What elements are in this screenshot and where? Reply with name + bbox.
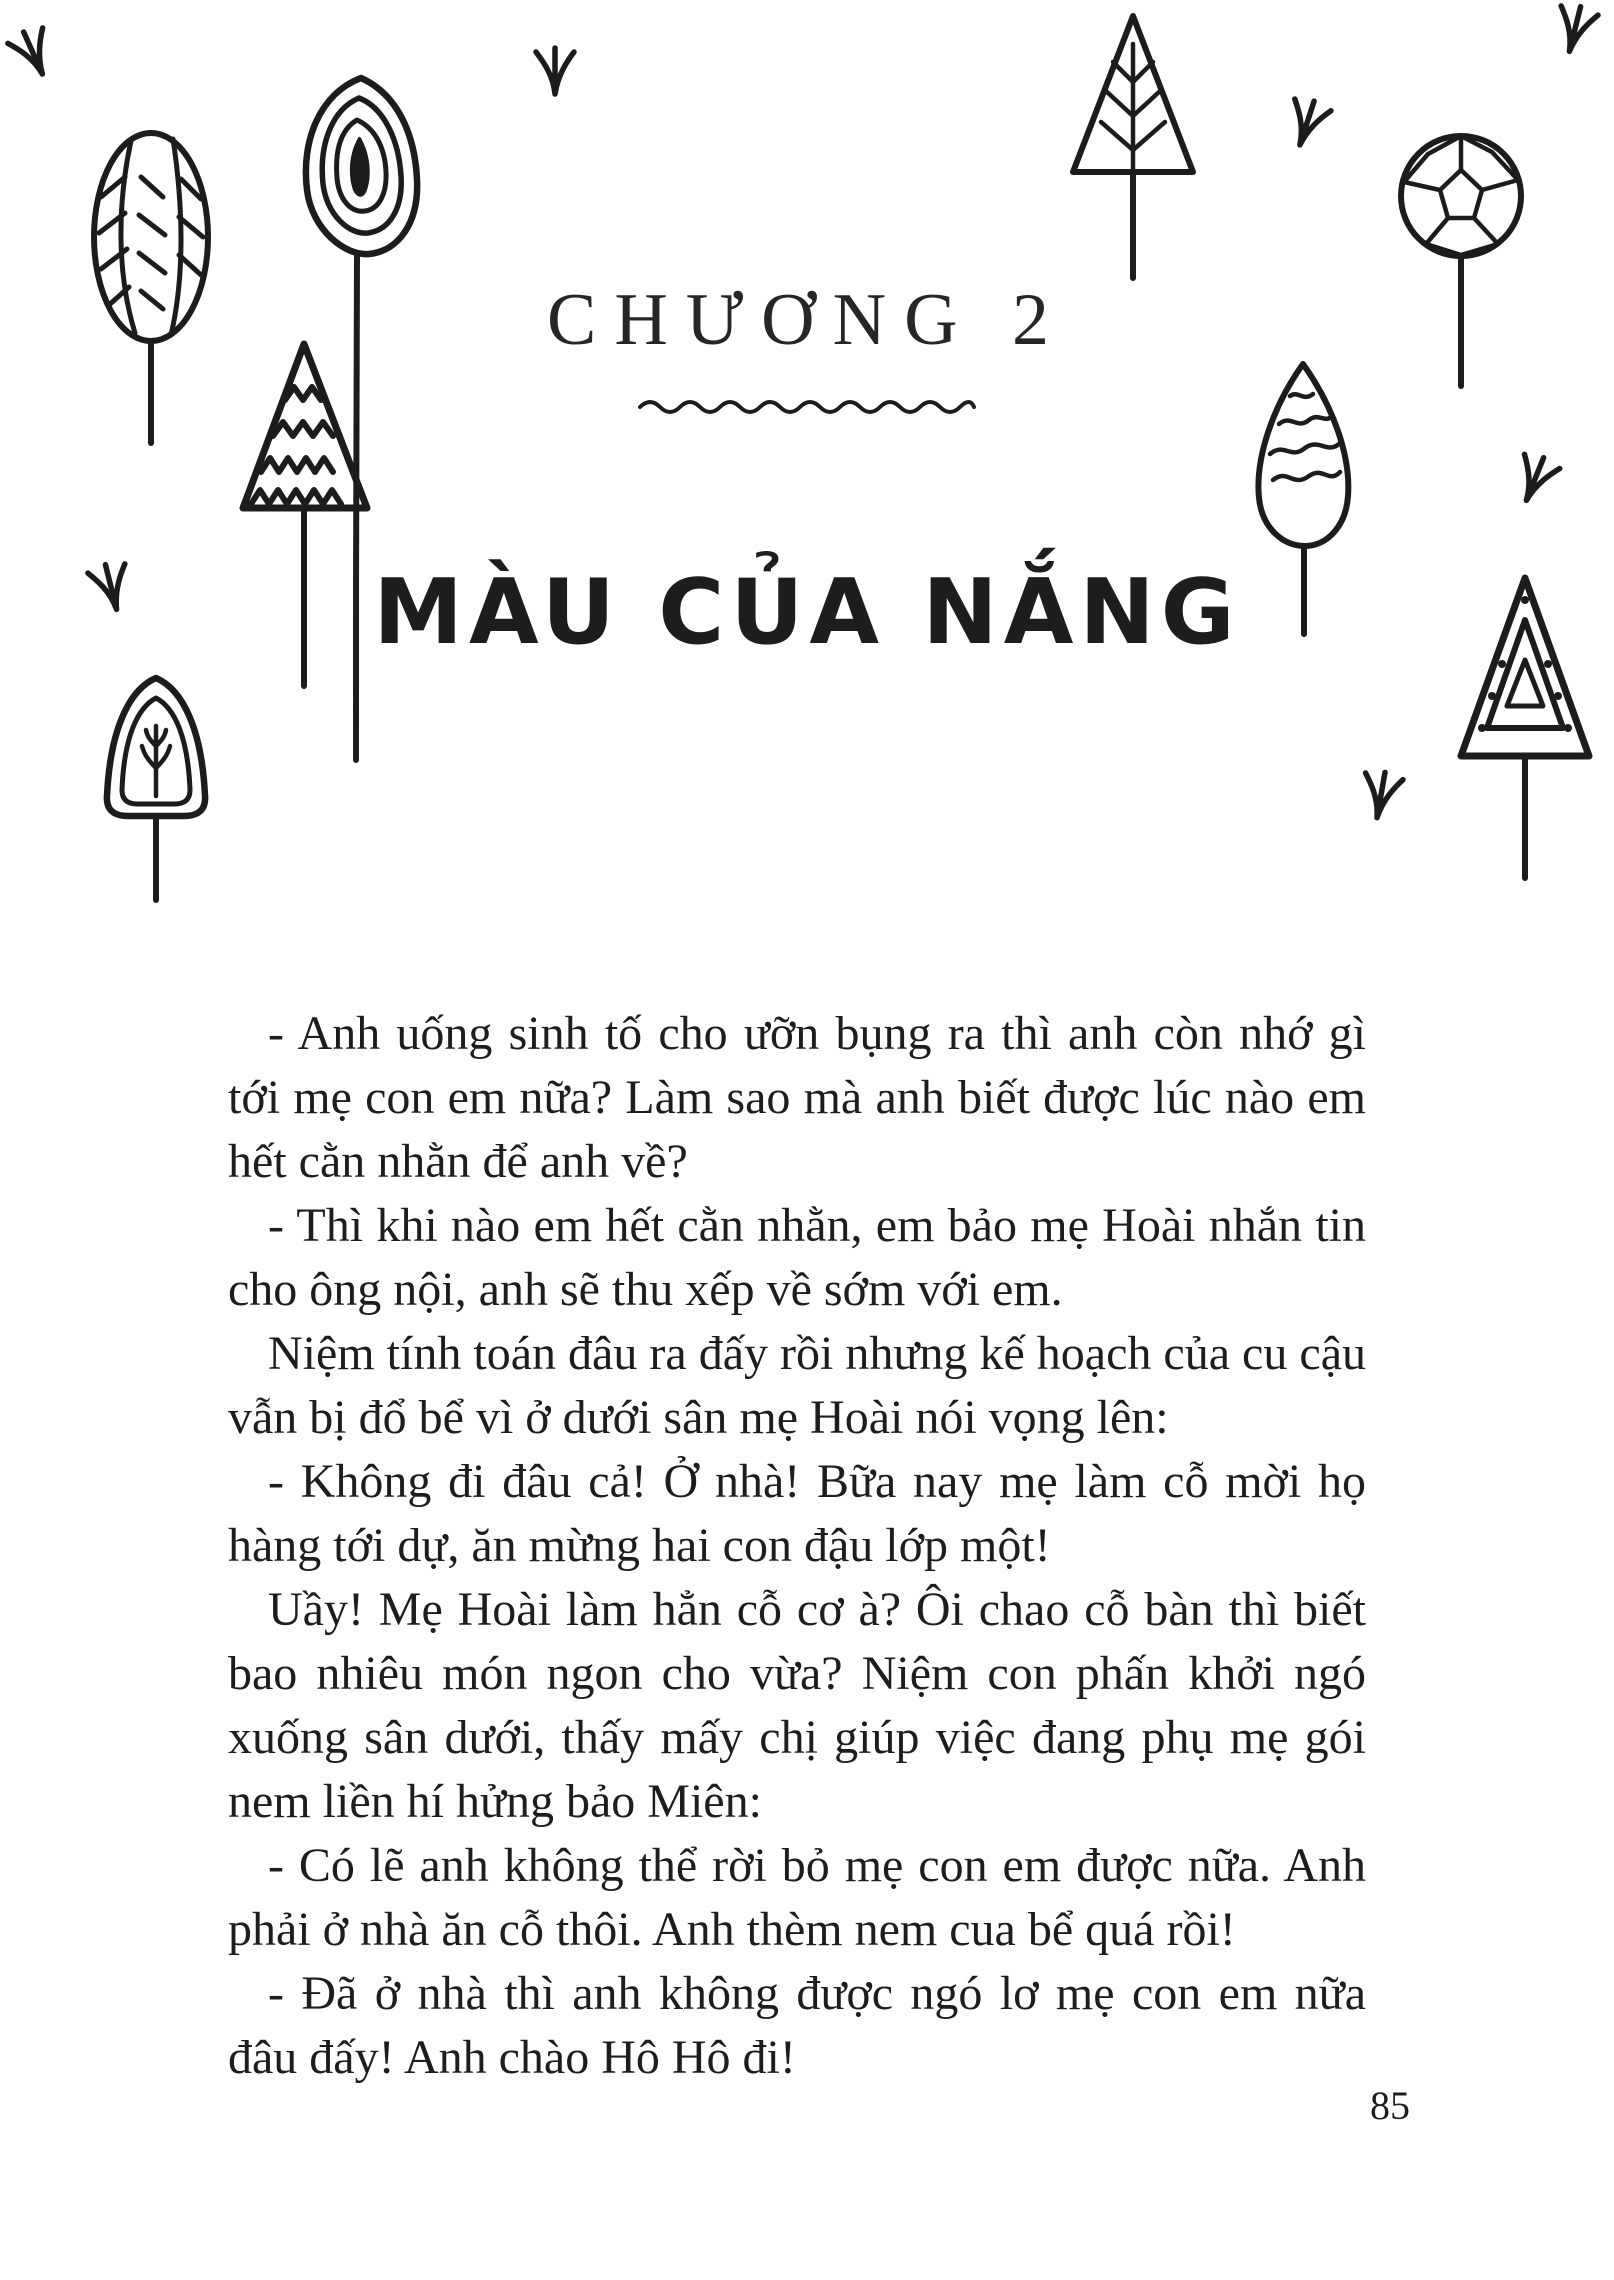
paragraph: - Anh uống sinh tố cho ưỡn bụng ra thì anh còn nhớ gì tới mẹ con em nữa? Làm sao mà anh biết được lúc nào em hết cằn nhằn để anh về? (228, 1007, 1366, 1188)
page-number: 85 (1370, 2083, 1410, 2128)
tall-triangle-tree-icon (1053, 10, 1213, 282)
sprig-leaf-icon (1546, 0, 1604, 61)
chapter-label: CHƯƠNG 2 (546, 279, 1068, 361)
paragraph: - Thì khi nào em hết cằn nhằn, em bảo mẹ Hoài nhắn tin cho ông nội, anh sẽ thu xếp về sớm với em. (228, 1199, 1366, 1316)
paragraph: - Đã ở nhà thì anh không được ngó lơ mẹ con em nữa đâu đấy! Anh chào Hô Hô đi! (228, 1967, 1366, 2084)
page-title: MÀU CỦA NẮNG (373, 560, 1241, 665)
sprig-leaf-icon (1504, 445, 1567, 512)
sprig-leaf-icon (1277, 90, 1337, 156)
sprig-leaf-icon (532, 44, 578, 98)
sprig-leaf-icon (1, 19, 65, 87)
bell-tree-icon (94, 668, 220, 904)
paragraph: Uầy! Mẹ Hoài làm hẳn cỗ cơ à? Ôi chao cỗ bàn thì biết bao nhiêu món ngon cho vừa? Niệm con phấn khởi ngó xuống sân dưới, thấy mấy chị giúp việc đang phụ mẹ gói nem liền hí hửng bảo Miên: (228, 1583, 1366, 1828)
sprig-leaf-icon (1354, 764, 1409, 825)
paragraph: - Không đi đâu cả! Ở nhà! Bữa nay mẹ làm cỗ mời họ hàng tới dự, ăn mừng hai con đậu lớp một! (228, 1455, 1366, 1572)
paragraph: Niệm tính toán đâu ra đấy rồi nhưng kế hoạch của cu cậu vẫn bị đổ bể vì ở dưới sân mẹ Hoài nói vọng lên: (228, 1327, 1366, 1444)
paragraph: - Có lẽ anh không thể rời bỏ mẹ con em được nữa. Anh phải ở nhà ăn cỗ thôi. Anh thèm nem cua bể quá rồi! (228, 1839, 1366, 1956)
chapter-squiggle-icon (637, 394, 977, 418)
body-text (228, 1002, 1366, 2090)
